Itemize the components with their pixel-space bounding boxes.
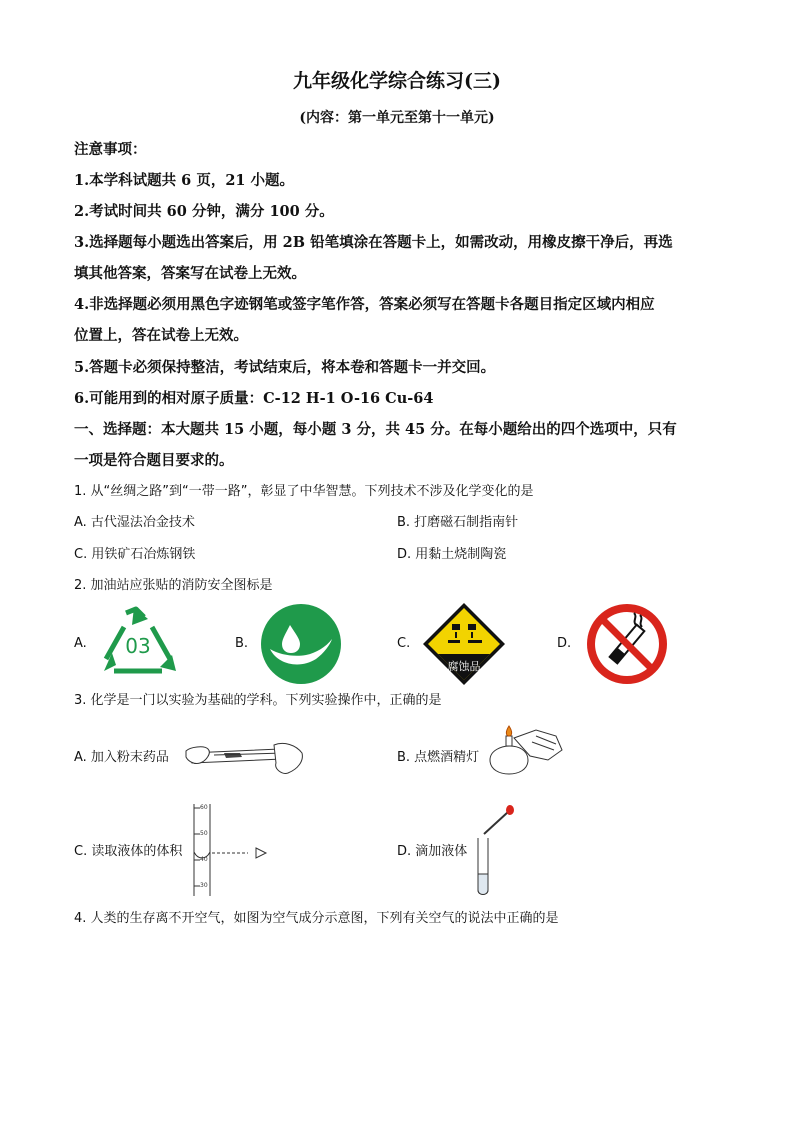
question-3-option-c[interactable]: C. 读取液体的体积 <box>74 844 183 859</box>
question-1-option-d[interactable]: D. 用黏土烧制陶瓷 <box>397 547 507 562</box>
section-heading: 一、选择题：本大题共 15 小题，每小题 3 分，共 45 分。在每小题给出的四个选项中，只有 <box>74 421 677 438</box>
question-2-option-b[interactable]: B. <box>235 636 249 651</box>
question-4-stem: 4. 人类的生存离不开空气，如图为空气成分示意图，下列有关空气的说法中正确的是 <box>74 911 559 926</box>
note-line: 填其他答案，答案写在试卷上无效。 <box>74 265 306 282</box>
note-line: 3.选择题每小题选出答案后，用 2B 铅笔填涂在答题卡上，如需改动，用橡皮擦干净后，再选 <box>74 234 673 251</box>
question-1-option-c[interactable]: C. 用铁矿石冶炼钢铁 <box>74 547 196 562</box>
svg-text:03: 03 <box>125 634 151 658</box>
no-smoking-icon <box>586 603 668 685</box>
question-1-option-a[interactable]: A. 古代湿法冶金技术 <box>74 515 195 530</box>
question-1-option-b[interactable]: B. 打磨磁石制指南针 <box>397 515 519 530</box>
note-line: 6.可能用到的相对原子质量：C-12 H-1 O-16 Cu-64 <box>74 390 434 407</box>
svg-text:40: 40 <box>200 856 208 863</box>
note-line: 4.非选择题必须用黑色字迹钢笔或签字笔作答，答案必须写在答题卡各题目指定区域内相应 <box>74 296 655 313</box>
question-3-option-a[interactable]: A. 加入粉末药品 <box>74 750 169 765</box>
note-line: 5.答题卡必须保持整洁，考试结束后，将本卷和答题卡一并交回。 <box>74 359 496 376</box>
svg-text:60: 60 <box>200 804 208 811</box>
cylinder-reading-illustration <box>186 800 276 900</box>
alcohol-lamp-illustration <box>484 724 564 780</box>
note-line: 位置上，答在试卷上无效。 <box>74 327 248 344</box>
svg-text:50: 50 <box>200 830 208 837</box>
dropper-illustration <box>470 804 520 898</box>
note-line: 1.本学科试题共 6 页，21 小题。 <box>74 172 295 189</box>
question-3-option-d[interactable]: D. 滴加液体 <box>397 844 468 859</box>
notes-heading: 注意事项： <box>74 141 147 158</box>
svg-text:腐蚀品: 腐蚀品 <box>447 660 481 673</box>
question-2-stem: 2. 加油站应张贴的消防安全图标是 <box>74 578 273 593</box>
question-2-option-c[interactable]: C. <box>397 636 411 651</box>
question-1-stem: 1. 从“丝绸之路”到“一带一路”，彰显了中华智慧。下列技术不涉及化学变化的是 <box>74 484 534 499</box>
question-2-option-d[interactable]: D. <box>557 636 572 651</box>
page-subtitle: (内容：第一单元至第十一单元) <box>299 110 495 126</box>
question-2-option-a[interactable]: A. <box>74 636 87 651</box>
question-3-option-b[interactable]: B. 点燃酒精灯 <box>397 750 480 765</box>
svg-text:30: 30 <box>200 882 208 889</box>
section-heading: 一项是符合题目要求的。 <box>74 452 234 469</box>
corrosive-icon <box>422 602 506 686</box>
powder-addition-illustration <box>184 733 306 779</box>
water-saving-icon <box>260 603 342 685</box>
page-title: 九年级化学综合练习(三) <box>293 70 501 92</box>
note-line: 2.考试时间共 60 分钟，满分 100 分。 <box>74 203 334 220</box>
question-3-stem: 3. 化学是一门以实验为基础的学科。下列实验操作中，正确的是 <box>74 693 442 708</box>
recycle-icon <box>96 605 180 681</box>
